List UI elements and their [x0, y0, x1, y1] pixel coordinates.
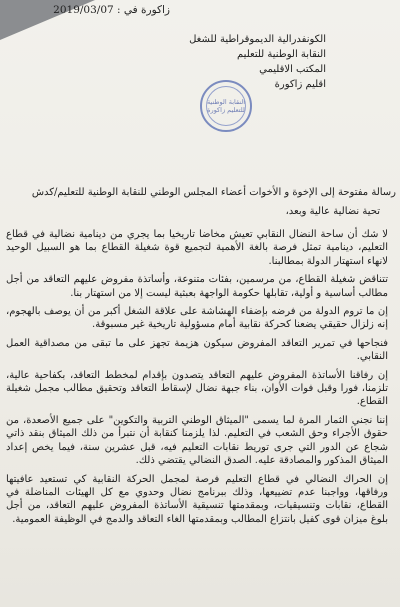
body-paragraph: إن رفاقنا الأساتذة المفروض عليهم التعاقد يتصدون بإقدام لمخطط التعاقد، بكفاحية عالية، تلزمنا، فورا وقبل فوات الأوان، بناء جبهة نضال لإسقاط التعاقد وتحقيق مطالب مجمل شغيلة القطاع. — [6, 369, 388, 408]
org-line: المكتب الاقليمي — [259, 64, 326, 75]
body-paragraph: إن ما تروم الدولة من فرضه بإضفاء الهشاشة على علاقة الشغل أكبر من أن يوصف بالهجوم، إنه زلزال حقيقي يضعنا كحركة نقابية أمام مسؤولية تاريخية غير مسبوقة. — [6, 306, 388, 331]
body-paragraph: إننا نجني الثمار المرة لما يسمى "الميثاق الوطني التربية والتكوين" على جميع الأصعدة، من حقوق الأجراء وحق الشعب في التعليم. لذا يلزمنا كنقابة أن نتبرأ من ذلك الميثاق بنقد ذاتي شجاع عن الدور التي جرى توريط نقابات التعليم فيه، قبل عشرين سنة، فيما يخص إعداد الميثاق المذكور والمصادقة عليه. الصدق النضالي يقتضي ذلك. — [6, 414, 388, 467]
letter-date: زاكورة في : 2019/03/07 — [53, 4, 170, 16]
letter-body — [6, 228, 388, 531]
body-paragraph: لا شك أن ساحة النضال النقابي تعيش مخاضا تاريخيا بما يجري من دينامية نضالية في قطاع التعليم، دينامية تمثل فرصة بالغة الأهمية لتجميع قوة شغيلة القطاع بما هو السبيل الوحيد لانهاء استهتار الدولة بمطالبنا. — [6, 229, 388, 267]
body-paragraph: تتناقض شغيلة القطاع، من مرسمين، بفئات متنوعة، وأساتذة مفروض عليهم التعاقد من أجل مطالب أساسية و أولية، تقابلها حكومة الواجهة بعبثية ليست إلا من استهتار بنا. — [6, 274, 388, 299]
union-stamp — [200, 80, 252, 132]
letter-subject: رسالة مفتوحة إلى الإخوة و الأخوات أعضاء المجلس الوطني للنقابة الوطنية للتعليم/كدش — [31, 187, 396, 198]
stamp-text: النقابة الوطنية للتعليم زاكورة — [206, 98, 246, 114]
org-line: الكونفدرالية الديموقراطية للشغل — [189, 34, 326, 45]
org-line: النقابة الوطنية للتعليم — [237, 49, 326, 60]
body-paragraph: إن الحراك النضالي في قطاع التعليم فرصة لمجمل الحركة النقابية كي تستعيد عافيتها ورفاقها، وواجبنا عدم تضييعها، وذلك ببرنامج نضال وحدوي مع كل الهيئات المناضلة في القطاع، نقابات وتنسيقيات، وبمقدمتها تنسيقية الأساتذة المفروض عليهم التعاقد، من أجل بلوغ ميزان قوى كفيل بانتزاع المطالب وبمقدمتها الغاء التعاقد والدمج في الوظيفة العمومية. — [6, 473, 388, 525]
letter-greeting: تحية نضالية عالية وبعد، — [285, 206, 380, 217]
org-line: اقليم زاكورة — [274, 79, 326, 90]
body-paragraph: فنجاحها في تمرير التعاقد المفروض سيكون هزيمة تجهز على ما تبقى من مصداقية العمل النقابي. — [6, 337, 388, 363]
